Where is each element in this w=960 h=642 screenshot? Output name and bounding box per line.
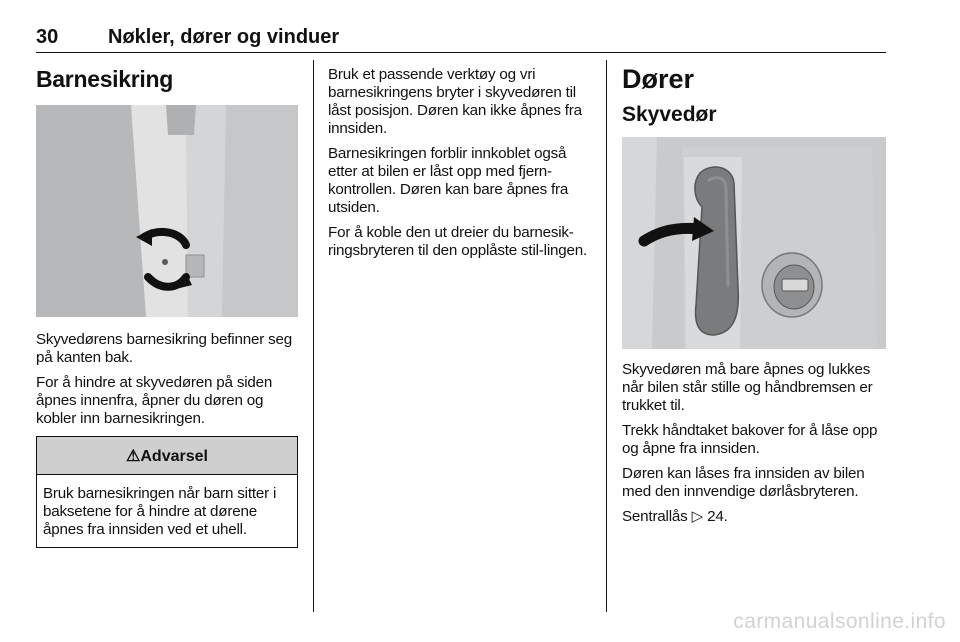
- column-middle: [328, 66, 590, 267]
- paragraph: Barnesikringen forblir innkoblet også etter at bilen er låst opp med fjern-kontrollen. Døren kan bare åpnes fra utsiden.: [328, 145, 569, 216]
- chapter-title: Nøkler, dører og vinduer: [108, 26, 340, 48]
- central-lock-page-ref[interactable]: 24.: [707, 508, 728, 525]
- warning-title: Advarsel: [140, 448, 208, 465]
- section-heading-barnesikring: Barnesikring: [36, 66, 174, 92]
- paragraph: For å koble den ut dreier du barnesik-ringsbryteren til den opplåste stil-lingen.: [328, 224, 588, 259]
- page-number: 30: [36, 26, 59, 48]
- subsection-heading-skyvedor: Skyvedør: [622, 103, 717, 126]
- column-divider-1: [313, 60, 314, 612]
- column-left: [36, 60, 298, 548]
- page-header: [36, 26, 886, 53]
- child-lock-illustration: [36, 105, 298, 317]
- warning-icon: ⚠: [126, 448, 141, 465]
- central-lock-text: Sentrallås: [622, 508, 688, 525]
- section-heading-dorer: Dører: [622, 64, 695, 94]
- paragraph: Trekk håndtaket bakover for å låse opp og åpne fra innsiden.: [622, 422, 878, 457]
- column-right: [622, 60, 886, 533]
- paragraph-central-lock: [622, 508, 886, 526]
- paragraph: Døren kan låses fra innsiden av bilen med den innvendige dørlåsbryteren.: [622, 465, 865, 500]
- paragraph: Skyvedøren må bare åpnes og lukkes når bilen står stille og håndbremsen er trukket til.: [622, 361, 873, 414]
- warning-body: [37, 475, 297, 547]
- watermark: carmanualsonline.info: [733, 610, 946, 633]
- sliding-door-drawing: [622, 137, 886, 349]
- column-divider-2: [606, 60, 607, 612]
- sliding-door-illustration: [622, 137, 886, 349]
- warning-header: [37, 437, 297, 475]
- warning-box: [36, 436, 298, 548]
- warning-text: Bruk barnesikringen når barn sitter i baksetene for å hindre at dørene åpnes fra innsiden ved et uhell.: [43, 485, 277, 538]
- paragraph: For å hindre at skyvedøren på siden åpnes innenfra, åpner du døren og kobler inn barnesikringen.: [36, 374, 273, 427]
- child-lock-drawing: [36, 105, 298, 317]
- page-ref-arrow-icon: ▷: [691, 508, 704, 525]
- paragraph: Skyvedørens barnesikring befinner seg på kanten bak.: [36, 331, 292, 366]
- paragraph: Bruk et passende verktøy og vri barnesikringens bryter i skyvedøren til låst posisjon. Døren kan ikke åpnes fra innsiden.: [328, 66, 582, 137]
